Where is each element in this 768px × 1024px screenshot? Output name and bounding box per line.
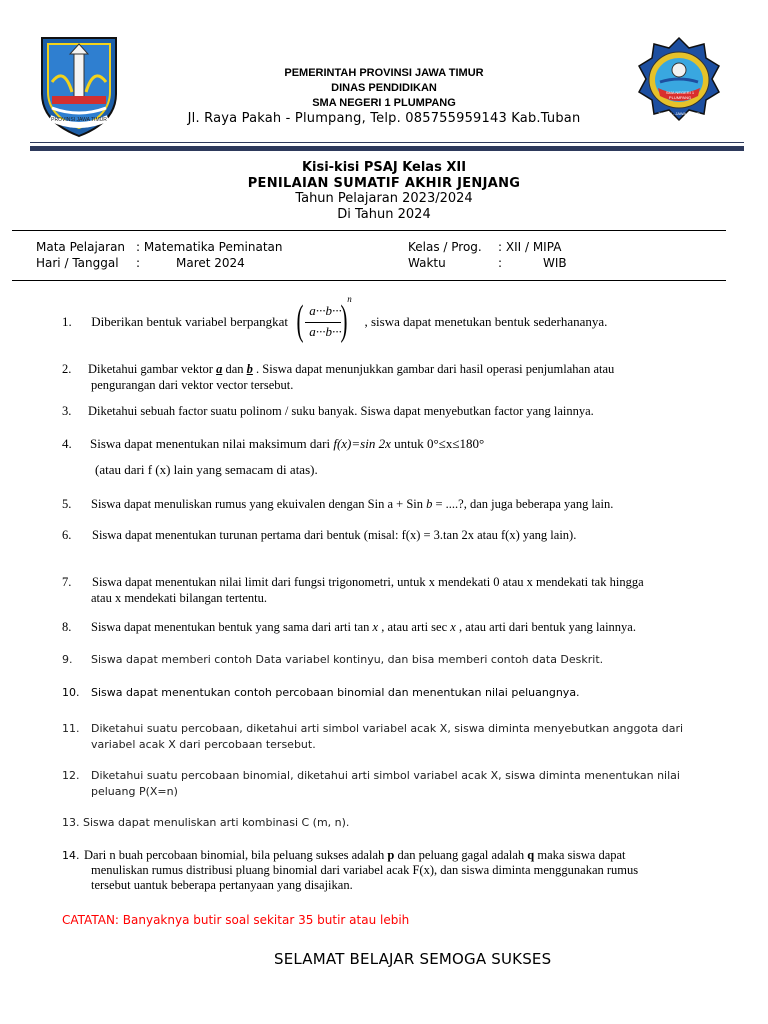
school-badge-logo	[636, 36, 722, 122]
item-text: Diketahui suatu percobaan binomial, diketahui arti simbol variabel acak X, siswa diminta menentukan nilai	[91, 769, 680, 782]
east-java-emblem-logo	[36, 32, 122, 138]
list-item-2	[62, 361, 726, 393]
year-line: Di Tahun 2024	[337, 207, 431, 222]
document-subtitle: PENILAIAN SUMATIF AKHIR JENJANG	[247, 176, 521, 191]
variable-b: b	[426, 497, 433, 511]
item-text: Siswa dapat menuliskan rumus yang ekuivalen dengan Sin a + Sin	[91, 497, 427, 511]
symbol-p: p	[387, 848, 395, 862]
item-number: 10.	[62, 686, 80, 699]
item-text: Siswa dapat menentukan turunan pertama dari bentuk (misal: f(x) = 3.tan 2x atau f(x) yang lain).	[92, 528, 577, 542]
info-top-rule	[12, 230, 726, 231]
exponent: n	[347, 294, 352, 304]
list-item-1	[62, 294, 726, 346]
item-text-continued: , atau arti dari bentuk yang lainnya.	[455, 620, 636, 634]
list-item-3	[62, 404, 726, 419]
item-text-mid: dan peluang gagal adalah	[394, 848, 528, 862]
date-colon: :	[136, 256, 141, 270]
vector-b-label: b	[246, 362, 253, 376]
item-number: 2.	[62, 362, 72, 376]
class-value: : XII / MIPA	[498, 240, 562, 254]
vector-a-label: a	[216, 362, 223, 376]
letterhead-school-name: SMA NEGERI 1 PLUMPANG	[312, 97, 456, 109]
list-item-11	[62, 721, 726, 753]
note-text: CATATAN: Banyaknya butir soal sekitar 35 butir atau lebih	[62, 913, 410, 927]
closing-text: SELAMAT BELAJAR SEMOGA SUKSES	[274, 950, 552, 968]
list-item-7	[62, 574, 726, 606]
item-text: Diketahui sebuah factor suatu polinom / suku banyak. Siswa dapat menyebutkan factor yang lainnya.	[88, 404, 594, 418]
list-item-5	[62, 497, 726, 512]
variable-x: x	[450, 620, 456, 634]
time-label: Waktu	[408, 256, 446, 270]
item-text-untuk: untuk	[394, 436, 424, 451]
item-number: 7.	[62, 575, 72, 589]
list-item-6	[62, 528, 726, 543]
date-label: Hari / Tanggal	[36, 256, 119, 270]
power-fraction-expression	[295, 294, 357, 346]
item-text: Dari n buah percobaan binomial, bila peluang sukses adalah	[84, 848, 388, 862]
letterhead-government: PEMERINTAH PROVINSI JAWA TIMUR	[284, 67, 484, 79]
item-number: 3.	[62, 404, 72, 418]
item-number: 9.	[62, 653, 73, 666]
letterhead-department: DINAS PENDIDIKAN	[331, 82, 437, 94]
list-item-13	[62, 816, 726, 829]
symbol-q: q	[527, 848, 535, 862]
item-text-line-2: peluang P(X=n)	[91, 785, 178, 798]
fraction-bar	[305, 322, 341, 323]
item-number: 11.	[62, 722, 80, 735]
item-text: Siswa dapat menentukan nilai maksimum dari	[90, 436, 331, 451]
item-text-line-2: variabel acak X dari percobaan tersebut.	[91, 738, 316, 751]
item-text: Siswa dapat menentukan nilai limit dari fungsi trigonometri, untuk x mendekati 0 atau x mendekati tak hingga	[92, 575, 644, 589]
fraction-denominator: a···b···	[309, 324, 342, 339]
item-text-sec: , atau arti sec	[378, 620, 451, 634]
item-text-continued: . Siswa dapat menunjukkan gambar dari hasil operasi penjumlahan atau	[252, 362, 615, 376]
letterhead-rule-thick	[30, 146, 744, 151]
variable-x: x	[372, 620, 379, 634]
letterhead-rule-thin	[30, 142, 744, 143]
date-value: Maret 2024	[176, 256, 245, 270]
item-number: 6.	[62, 528, 72, 542]
item-text-continued: maka siswa dapat	[534, 848, 626, 862]
item-text-line-2: pengurangan dari vektor vector tersebut.	[91, 378, 294, 392]
item-text-line-2: atau x mendekati bilangan tertentu.	[91, 591, 267, 605]
subject-label: Mata Pelajaran	[36, 240, 126, 254]
item-text: Diberikan bentuk variabel berpangkat	[91, 313, 288, 329]
list-item-10	[62, 686, 726, 699]
list-item-9	[62, 653, 726, 666]
list-item-12	[62, 768, 726, 800]
item-text-line-2: menuliskan rumus distribusi pluang binomial dari variabel acak F(x), dan siswa diminta menggunakan rumus	[91, 863, 639, 877]
item-number: 4.	[62, 436, 72, 451]
info-bottom-rule	[12, 280, 726, 281]
school-badge-subtext: TUBAN - JAWA TIMUR	[658, 111, 700, 116]
east-java-emblem-text: PROVINSI JAWA TIMUR	[51, 117, 107, 123]
item-number: 8.	[62, 620, 72, 634]
item-text: 13. Siswa dapat menuliskan arti kombinasi C (m, n).	[62, 816, 350, 829]
item-text-continued: = ....?, dan juga beberapa yang lain.	[432, 497, 614, 511]
item-text: Siswa dapat menentukan contoh percobaan binomial dan menentukan nilai peluangnya.	[91, 686, 580, 699]
list-item-14	[62, 848, 726, 893]
function-expression: f(x)=sin 2x	[333, 436, 391, 451]
item-text-line-2: (atau dari f (x) lain yang semacam di atas).	[95, 462, 318, 477]
item-text: Siswa dapat memberi contoh Data variabel kontinyu, dan bisa memberi contoh data Deskrit.	[91, 653, 604, 666]
letterhead-address: Jl. Raya Pakah - Plumpang, Telp. 085755959143 Kab.Tuban	[187, 111, 581, 126]
list-item-8	[62, 620, 726, 635]
item-text-continued: , siswa dapat menetukan bentuk sederhananya.	[364, 313, 608, 329]
left-paren: (	[296, 298, 304, 344]
fraction-numerator: a···b···	[309, 303, 342, 318]
time-colon: :	[498, 256, 503, 270]
class-label: Kelas / Prog.	[408, 240, 482, 254]
item-text-and: dan	[222, 362, 247, 376]
item-number: 1.	[62, 313, 72, 329]
item-text: Siswa dapat menentukan bentuk yang sama dari arti tan	[91, 620, 373, 634]
document-title: Kisi-kisi PSAJ Kelas XII	[301, 160, 467, 175]
school-badge-text: SMA NEGERI 1 PLUMPANG	[665, 90, 695, 100]
item-text: Diketahui gambar vektor	[88, 362, 217, 376]
time-value: WIB	[543, 256, 567, 270]
item-number: 14.	[62, 849, 80, 862]
item-number: 12.	[62, 769, 80, 782]
item-text-line-3: tersebut uantuk beberapa pertanyaan yang disajikan.	[91, 878, 353, 892]
item-text: Diketahui suatu percobaan, diketahui arti simbol variabel acak X, siswa diminta menyebutkan anggota dari	[91, 722, 684, 735]
list-item-4	[62, 431, 726, 483]
academic-year: Tahun Pelajaran 2023/2024	[295, 191, 473, 206]
right-paren: )	[340, 298, 348, 344]
domain-range: 0°≤x≤180°	[426, 436, 485, 451]
item-number: 5.	[62, 497, 72, 511]
subject-value: : Matematika Peminatan	[136, 240, 283, 254]
